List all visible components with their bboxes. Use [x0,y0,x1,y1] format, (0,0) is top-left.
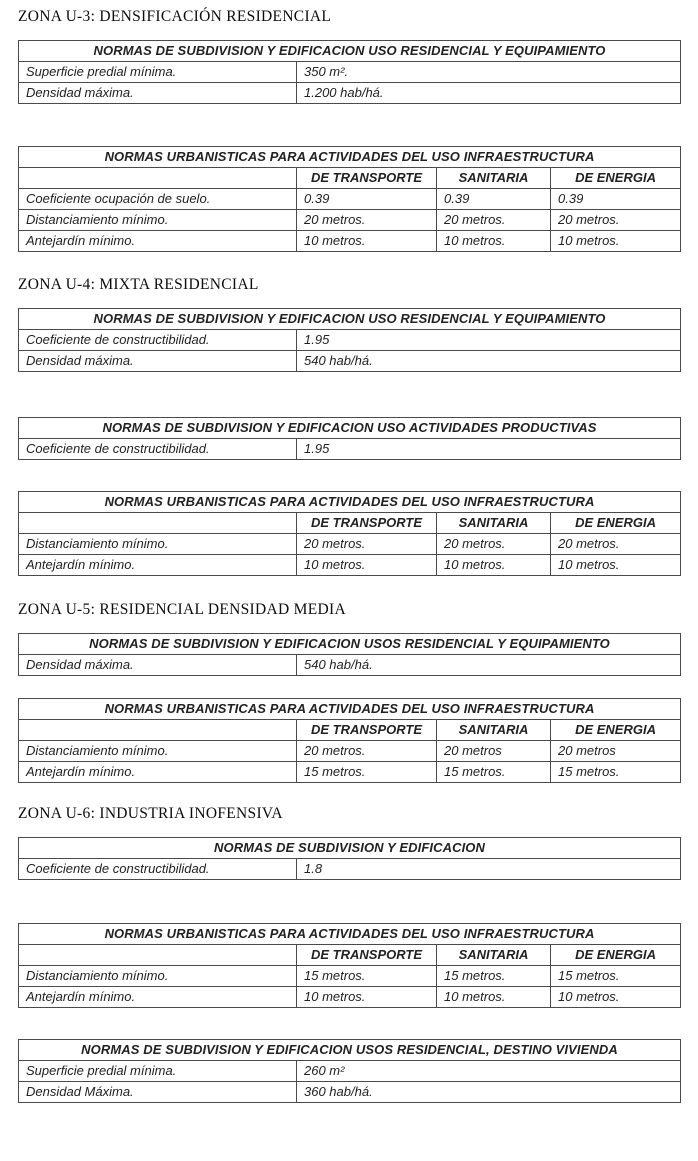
row-label: Antejardín mínimo. [19,231,297,252]
row-value: 10 metros. [551,987,681,1008]
table-title: NORMAS DE SUBDIVISION Y EDIFICACION USOS RESIDENCIAL Y EQUIPAMIENTO [19,634,681,655]
table-u4-productivas [18,417,681,460]
row-label: Superficie predial mínima. [19,1061,297,1082]
row-value: 1.200 hab/há. [297,83,681,104]
row-value: 20 metros [551,741,681,762]
row-value: 10 metros. [297,231,437,252]
table-row [19,741,681,762]
row-value: 260 m² [297,1061,681,1082]
table-title: NORMAS DE SUBDIVISION Y EDIFICACION USOS RESIDENCIAL, DESTINO VIVIENDA [19,1040,681,1061]
table-row [19,189,681,210]
table-title: NORMAS URBANISTICAS PARA ACTIVIDADES DEL USO INFRAESTRUCTURA [19,492,681,513]
table-u6-destino-vivienda [18,1039,681,1103]
row-value: 0.39 [297,189,437,210]
col-header: SANITARIA [437,168,551,189]
row-value: 20 metros. [551,534,681,555]
table-title: NORMAS URBANISTICAS PARA ACTIVIDADES DEL USO INFRAESTRUCTURA [19,699,681,720]
row-value: 10 metros. [551,555,681,576]
col-header: DE ENERGIA [551,720,681,741]
table-row [19,1082,681,1103]
col-header: DE TRANSPORTE [297,945,437,966]
table-row [19,62,681,83]
row-label: Distanciamiento mínimo. [19,534,297,555]
row-value: 1.95 [297,330,681,351]
table-u5-infraestructura [18,698,681,783]
col-header: DE ENERGIA [551,168,681,189]
col-header: DE TRANSPORTE [297,720,437,741]
zone-title-u6: ZONA U-6: INDUSTRIA INOFENSIVA [18,805,283,822]
empty-cell [19,168,297,189]
table-u6-infraestructura [18,923,681,1008]
column-header-row [19,720,681,741]
zone-title-u3: ZONA U-3: DENSIFICACIÓN RESIDENCIAL [18,8,332,25]
table-title: NORMAS DE SUBDIVISION Y EDIFICACION USO RESIDENCIAL Y EQUIPAMIENTO [19,41,681,62]
row-label: Coeficiente de constructibilidad. [19,859,297,880]
row-value: 20 metros. [437,210,551,231]
col-header: DE TRANSPORTE [297,168,437,189]
row-value: 360 hab/há. [297,1082,681,1103]
row-value: 10 metros. [437,231,551,252]
col-header: SANITARIA [437,513,551,534]
row-label: Antejardín mínimo. [19,762,297,783]
row-value: 540 hab/há. [297,655,681,676]
table-title: NORMAS DE SUBDIVISION Y EDIFICACION [19,838,681,859]
col-header: DE ENERGIA [551,513,681,534]
table-u4-infraestructura [18,491,681,576]
row-label: Coeficiente ocupación de suelo. [19,189,297,210]
row-value: 0.39 [551,189,681,210]
row-value: 20 metros [437,741,551,762]
table-row [19,655,681,676]
col-header: SANITARIA [437,720,551,741]
row-value: 20 metros. [437,534,551,555]
row-value: 350 m². [297,62,681,83]
row-value: 15 metros. [437,762,551,783]
row-label: Densidad Máxima. [19,1082,297,1103]
table-u4-residencial [18,308,681,372]
row-label: Densidad máxima. [19,351,297,372]
row-value: 15 metros. [551,966,681,987]
row-value: 10 metros. [437,987,551,1008]
col-header: DE ENERGIA [551,945,681,966]
table-row [19,555,681,576]
column-header-row [19,513,681,534]
row-value: 10 metros. [551,231,681,252]
empty-cell [19,720,297,741]
table-title: NORMAS DE SUBDIVISION Y EDIFICACION USO ACTIVIDADES PRODUCTIVAS [19,418,681,439]
row-label: Antejardín mínimo. [19,987,297,1008]
row-label: Superficie predial mínima. [19,62,297,83]
row-value: 15 metros. [551,762,681,783]
table-row [19,330,681,351]
row-label: Densidad máxima. [19,655,297,676]
row-label: Antejardín mínimo. [19,555,297,576]
zone-title-u5: ZONA U-5: RESIDENCIAL DENSIDAD MEDIA [18,601,346,618]
table-row [19,762,681,783]
row-value: 20 metros. [297,210,437,231]
table-u3-residencial [18,40,681,104]
row-value: 10 metros. [297,555,437,576]
row-value: 20 metros. [297,741,437,762]
table-row [19,231,681,252]
table-title: NORMAS URBANISTICAS PARA ACTIVIDADES DEL USO INFRAESTRUCTURA [19,147,681,168]
table-row [19,439,681,460]
empty-cell [19,945,297,966]
table-u5-residencial [18,633,681,676]
row-label: Coeficiente de constructibilidad. [19,439,297,460]
empty-cell [19,513,297,534]
table-row [19,351,681,372]
table-title: NORMAS URBANISTICAS PARA ACTIVIDADES DEL USO INFRAESTRUCTURA [19,924,681,945]
table-row [19,534,681,555]
col-header: DE TRANSPORTE [297,513,437,534]
row-value: 10 metros. [297,987,437,1008]
col-header: SANITARIA [437,945,551,966]
row-value: 20 metros. [551,210,681,231]
row-label: Distanciamiento mínimo. [19,210,297,231]
table-row [19,966,681,987]
column-header-row [19,168,681,189]
row-label: Densidad máxima. [19,83,297,104]
row-value: 0.39 [437,189,551,210]
table-row [19,210,681,231]
table-u3-infraestructura [18,146,681,252]
table-row [19,859,681,880]
row-value: 20 metros. [297,534,437,555]
zone-title-u4: ZONA U-4: MIXTA RESIDENCIAL [18,276,259,293]
table-u6-subdivision [18,837,681,880]
table-row [19,83,681,104]
row-value: 15 metros. [297,762,437,783]
row-value: 15 metros. [297,966,437,987]
column-header-row [19,945,681,966]
row-value: 1.95 [297,439,681,460]
row-value: 15 metros. [437,966,551,987]
row-label: Coeficiente de constructibilidad. [19,330,297,351]
row-label: Distanciamiento mínimo. [19,741,297,762]
row-value: 540 hab/há. [297,351,681,372]
table-row [19,987,681,1008]
row-value: 1.8 [297,859,681,880]
table-title: NORMAS DE SUBDIVISION Y EDIFICACION USO RESIDENCIAL Y EQUIPAMIENTO [19,309,681,330]
row-label: Distanciamiento mínimo. [19,966,297,987]
row-value: 10 metros. [437,555,551,576]
table-row [19,1061,681,1082]
